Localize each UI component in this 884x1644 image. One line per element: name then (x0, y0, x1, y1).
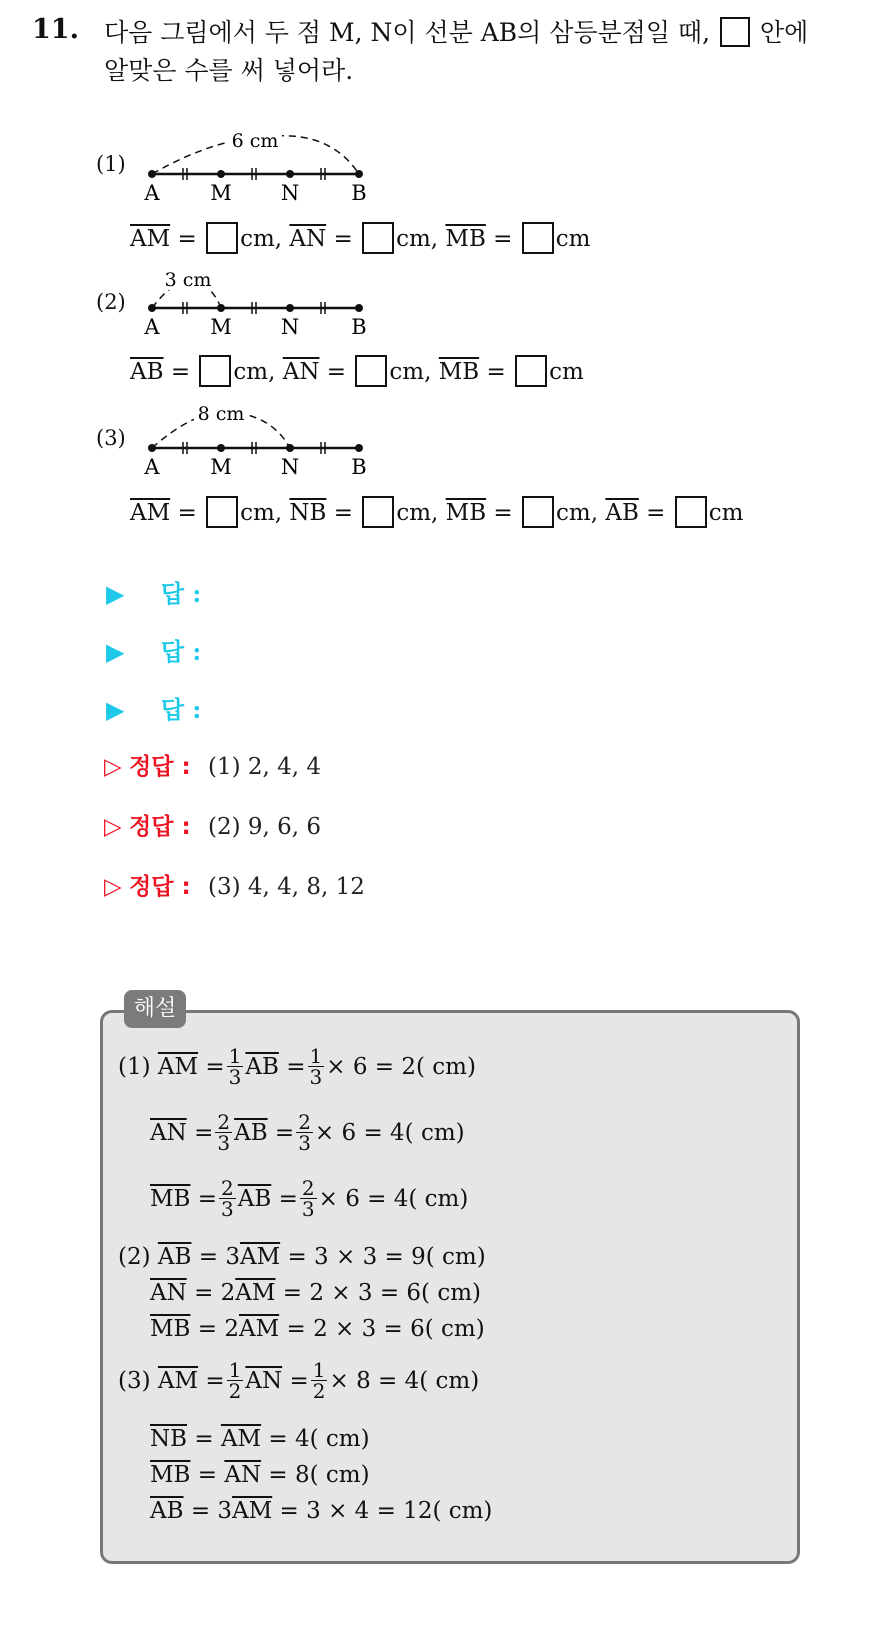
point-b-label: B (351, 455, 367, 479)
point-b (355, 444, 363, 452)
fraction: $\frac{1}{2}$ (228, 1358, 242, 1403)
answer-row-1 (106, 574, 201, 609)
figure-3-diagram (130, 398, 390, 480)
fraction: $\frac{2}{3}$ (298, 1110, 311, 1155)
point-b (355, 304, 363, 312)
figure-2-equations: $\overline{AB}$ = cm, $\overline{AN}$ = cm, $\overline{MB}$ = cm (130, 355, 584, 387)
figure-3-equations: $\overline{AM}$ = cm, $\overline{NB}$ = cm, $\overline{MB}$ = cm, $\overline{AB}$ = cm (130, 496, 743, 528)
figure-1-diagram (130, 122, 390, 210)
point-m (217, 304, 225, 312)
explanation-tag: 해설 (124, 990, 186, 1028)
correct-label: 정답 : (129, 814, 191, 840)
distance-label: 8 cm (197, 403, 245, 425)
answer-row-2 (106, 632, 201, 667)
question-number: 11. (32, 14, 79, 45)
unit: cm, (396, 500, 439, 526)
answer-label: 답 : (160, 695, 202, 724)
figure-2-diagram (130, 262, 390, 342)
point-m-label: M (210, 181, 232, 205)
point-m (217, 170, 225, 178)
answer-blank[interactable] (206, 496, 238, 528)
correct-answer-1 (104, 748, 321, 781)
unit: cm, (556, 500, 599, 526)
unit: cm (708, 500, 744, 526)
question-text-2: 안에 (759, 18, 809, 47)
unit: cm (549, 359, 584, 385)
explanation-1-line-1: (1) $\overline{AM}$ = $\frac{1}{3}$ $\overline{AB}$ = $\frac{1}{3}$ × 6 = 2( cm) (118, 1044, 476, 1089)
answer-label: 답 : (160, 579, 202, 608)
segment-name: $\overline{AM}$ (130, 500, 171, 526)
unit: cm (555, 226, 591, 252)
fraction: $\frac{1}{3}$ (309, 1044, 323, 1089)
answer-blank[interactable] (522, 496, 554, 528)
point-n (286, 170, 294, 178)
distance-label: 6 cm (231, 130, 279, 152)
point-b-label: B (351, 315, 367, 339)
point-m (217, 444, 225, 452)
play-triangle-icon: ▶ (106, 637, 125, 666)
explanation-2-line-2: $\overline{AN}$ = 2 $\overline{AM}$ = 2 × 3 = 6( cm) (150, 1280, 481, 1306)
figure-1-label: (1) (96, 152, 126, 176)
segment-name: $\overline{MB}$ (438, 359, 480, 385)
answer-blank[interactable] (515, 355, 547, 387)
point-n (286, 444, 294, 452)
question-text-1: 다음 그림에서 두 점 M, N이 선분 AB의 삼등분점일 때, (104, 18, 711, 47)
play-triangle-icon: ▶ (106, 695, 125, 724)
segment-name: $\overline{AN}$ (289, 226, 327, 252)
answer-blank[interactable] (362, 222, 394, 254)
correct-label: 정답 : (129, 874, 191, 900)
figure-1-equations: $\overline{AM}$ = cm, $\overline{AN}$ = cm, $\overline{MB}$ = cm (130, 222, 590, 254)
explanation-1-line-2: $\overline{AN}$ = $\frac{2}{3}$ $\overline{AB}$ = $\frac{2}{3}$ × 6 = 4( cm) (150, 1110, 465, 1155)
correct-value: (1) 2, 4, 4 (207, 754, 322, 780)
point-n-label: N (280, 455, 300, 479)
point-n-label: N (280, 181, 300, 205)
unit: cm, (396, 226, 439, 252)
segment-name: $\overline{AB}$ (130, 359, 164, 385)
answer-blank[interactable] (675, 496, 707, 528)
segment-name: $\overline{MB}$ (445, 500, 487, 526)
point-n-label: N (280, 315, 300, 339)
point-a-label: A (144, 181, 160, 205)
point-a-label: A (144, 315, 160, 339)
explanation-3-line-4: $\overline{AB}$ = 3 $\overline{AM}$ = 3 × 4 = 12( cm) (150, 1498, 493, 1524)
fraction: $\frac{2}{3}$ (221, 1176, 234, 1221)
unit: cm, (240, 226, 283, 252)
outline-triangle-icon: ▷ (104, 874, 122, 900)
figure-3-label: (3) (96, 426, 126, 450)
explanation-2-line-1: (2) $\overline{AB}$ = 3 $\overline{AM}$ = 3 × 3 = 9( cm) (118, 1244, 486, 1270)
figure-2-label: (2) (96, 290, 126, 314)
outline-triangle-icon: ▷ (104, 814, 122, 840)
question-text (104, 14, 864, 90)
unit: cm, (233, 359, 276, 385)
point-b-label: B (351, 181, 367, 205)
point-a (148, 170, 156, 178)
unit: cm, (240, 500, 283, 526)
fraction: $\frac{2}{3}$ (301, 1176, 315, 1221)
answer-blank[interactable] (206, 222, 238, 254)
answer-blank[interactable] (199, 355, 231, 387)
explanation-3-line-2: $\overline{NB}$ = $\overline{AM}$ = 4( cm) (150, 1426, 370, 1452)
point-a (148, 304, 156, 312)
explanation-1-line-3: $\overline{MB}$ = $\frac{2}{3}$ $\overline{AB}$ = $\frac{2}{3}$ × 6 = 4( cm) (150, 1176, 469, 1221)
outline-triangle-icon: ▷ (104, 754, 122, 780)
play-triangle-icon: ▶ (106, 579, 125, 608)
point-m-label: M (210, 315, 232, 339)
explanation-3-line-3: $\overline{MB}$ = $\overline{AN}$ = 8( cm) (150, 1462, 370, 1488)
point-a-label: A (144, 455, 160, 479)
explanation-2-line-3: $\overline{MB}$ = 2 $\overline{AM}$ = 2 × 3 = 6( cm) (150, 1316, 485, 1342)
point-b (355, 170, 363, 178)
correct-label: 정답 : (129, 754, 191, 780)
fraction: $\frac{1}{2}$ (312, 1358, 326, 1403)
answer-blank[interactable] (522, 222, 554, 254)
fraction: $\frac{1}{3}$ (228, 1044, 242, 1089)
segment-name: $\overline{NB}$ (289, 500, 327, 526)
explanation-3-line-1: (3) $\overline{AM}$ = $\frac{1}{2}$ $\overline{AN}$ = $\frac{1}{2}$ × 8 = 4( cm) (118, 1358, 480, 1403)
answer-row-3 (106, 690, 201, 725)
correct-answer-3 (104, 868, 365, 901)
answer-label: 답 : (160, 637, 202, 666)
blank-box (720, 17, 750, 47)
distance-label: 3 cm (164, 269, 212, 291)
answer-blank[interactable] (355, 355, 387, 387)
point-n (286, 304, 294, 312)
segment-name: $\overline{AM}$ (130, 226, 171, 252)
fraction: $\frac{2}{3}$ (217, 1110, 231, 1155)
correct-value: (2) 9, 6, 6 (207, 814, 322, 840)
correct-answer-2 (104, 808, 321, 841)
question-text-3: 알맞은 수를 써 넣어라. (104, 56, 354, 85)
segment-name: $\overline{AN}$ (282, 359, 320, 385)
segment-name: $\overline{MB}$ (445, 226, 486, 252)
answer-blank[interactable] (362, 496, 394, 528)
correct-value: (3) 4, 4, 8, 12 (207, 874, 365, 900)
point-a (148, 444, 156, 452)
segment-name: $\overline{AB}$ (605, 500, 639, 526)
unit: cm, (389, 359, 432, 385)
point-m-label: M (210, 455, 232, 479)
